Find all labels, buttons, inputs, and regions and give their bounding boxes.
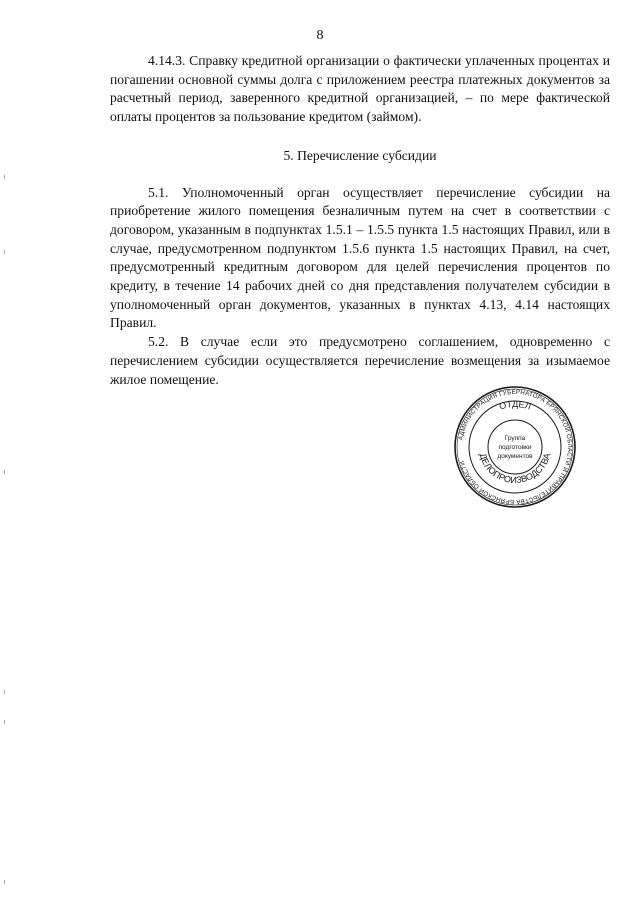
scan-mark xyxy=(4,720,5,724)
scan-mark xyxy=(4,690,5,694)
official-stamp xyxy=(453,385,577,509)
page-number: 8 xyxy=(316,28,324,43)
svg-text:Группа: Группа xyxy=(504,435,526,442)
document-body xyxy=(110,52,610,389)
svg-text:ОТДЕЛ: ОТДЕЛ xyxy=(497,398,533,412)
svg-text:подготовки: подготовки xyxy=(498,444,532,451)
scan-mark xyxy=(4,175,5,179)
svg-text:документов: документов xyxy=(497,453,533,460)
paragraph-4-14-3: 4.14.3. Справку кредитной организации о фактически уплаченных процентах и погашении основной суммы долга с приложением реестра платежных документов за расчетный период, заверенного кредитной организацией, – по мере фактической оплаты процентов за пользование кредитом (займом). xyxy=(110,53,610,125)
stamp-seal-icon xyxy=(453,385,577,509)
svg-text:ДЕЛОПРОИЗВОДСТВА: ДЕЛОПРОИЗВОДСТВА xyxy=(477,451,553,486)
scan-mark xyxy=(4,250,5,254)
section-heading: 5. Перечисление субсидии xyxy=(283,147,437,163)
scan-mark xyxy=(4,470,5,474)
scan-mark xyxy=(4,880,5,884)
svg-text:АДМИНИСТРАЦИЯ ГУБЕРНАТОРА БРЯН: АДМИНИСТРАЦИЯ ГУБЕРНАТОРА БРЯНСКОЙ ОБЛАСТИ И ПРАВИТЕЛЬСТВА БРЯНСКОЙ ОБЛАСТИ xyxy=(457,388,574,506)
paragraph-5-1: 5.1. Уполномоченный орган осуществляет перечисление субсидии на приобретение жилого помещения безналичным путем на счет в соответствии с договором, указанным в подпунктах 1.5.1 – 1.5.5 пункта 1.5 настоящих Правил, или в случае, предусмотренном подпунктом 1.5.6 пункта 1.5 настоящих Правил, на счет, предусмотренный кредитным договором для целей перечисления процентов по кредиту, в течение 14 рабочих дней со дня представления получателем субсидии в уполномоченный орган документов, указанных в пунктах 4.13, 4.14 настоящих Правил. xyxy=(110,184,610,331)
paragraph-5-2: 5.2. В случае если это предусмотрено соглашением, одновременно с перечислением субсидии осуществляется перечисление возмещения за изымаемое жилое помещение. xyxy=(110,334,610,387)
